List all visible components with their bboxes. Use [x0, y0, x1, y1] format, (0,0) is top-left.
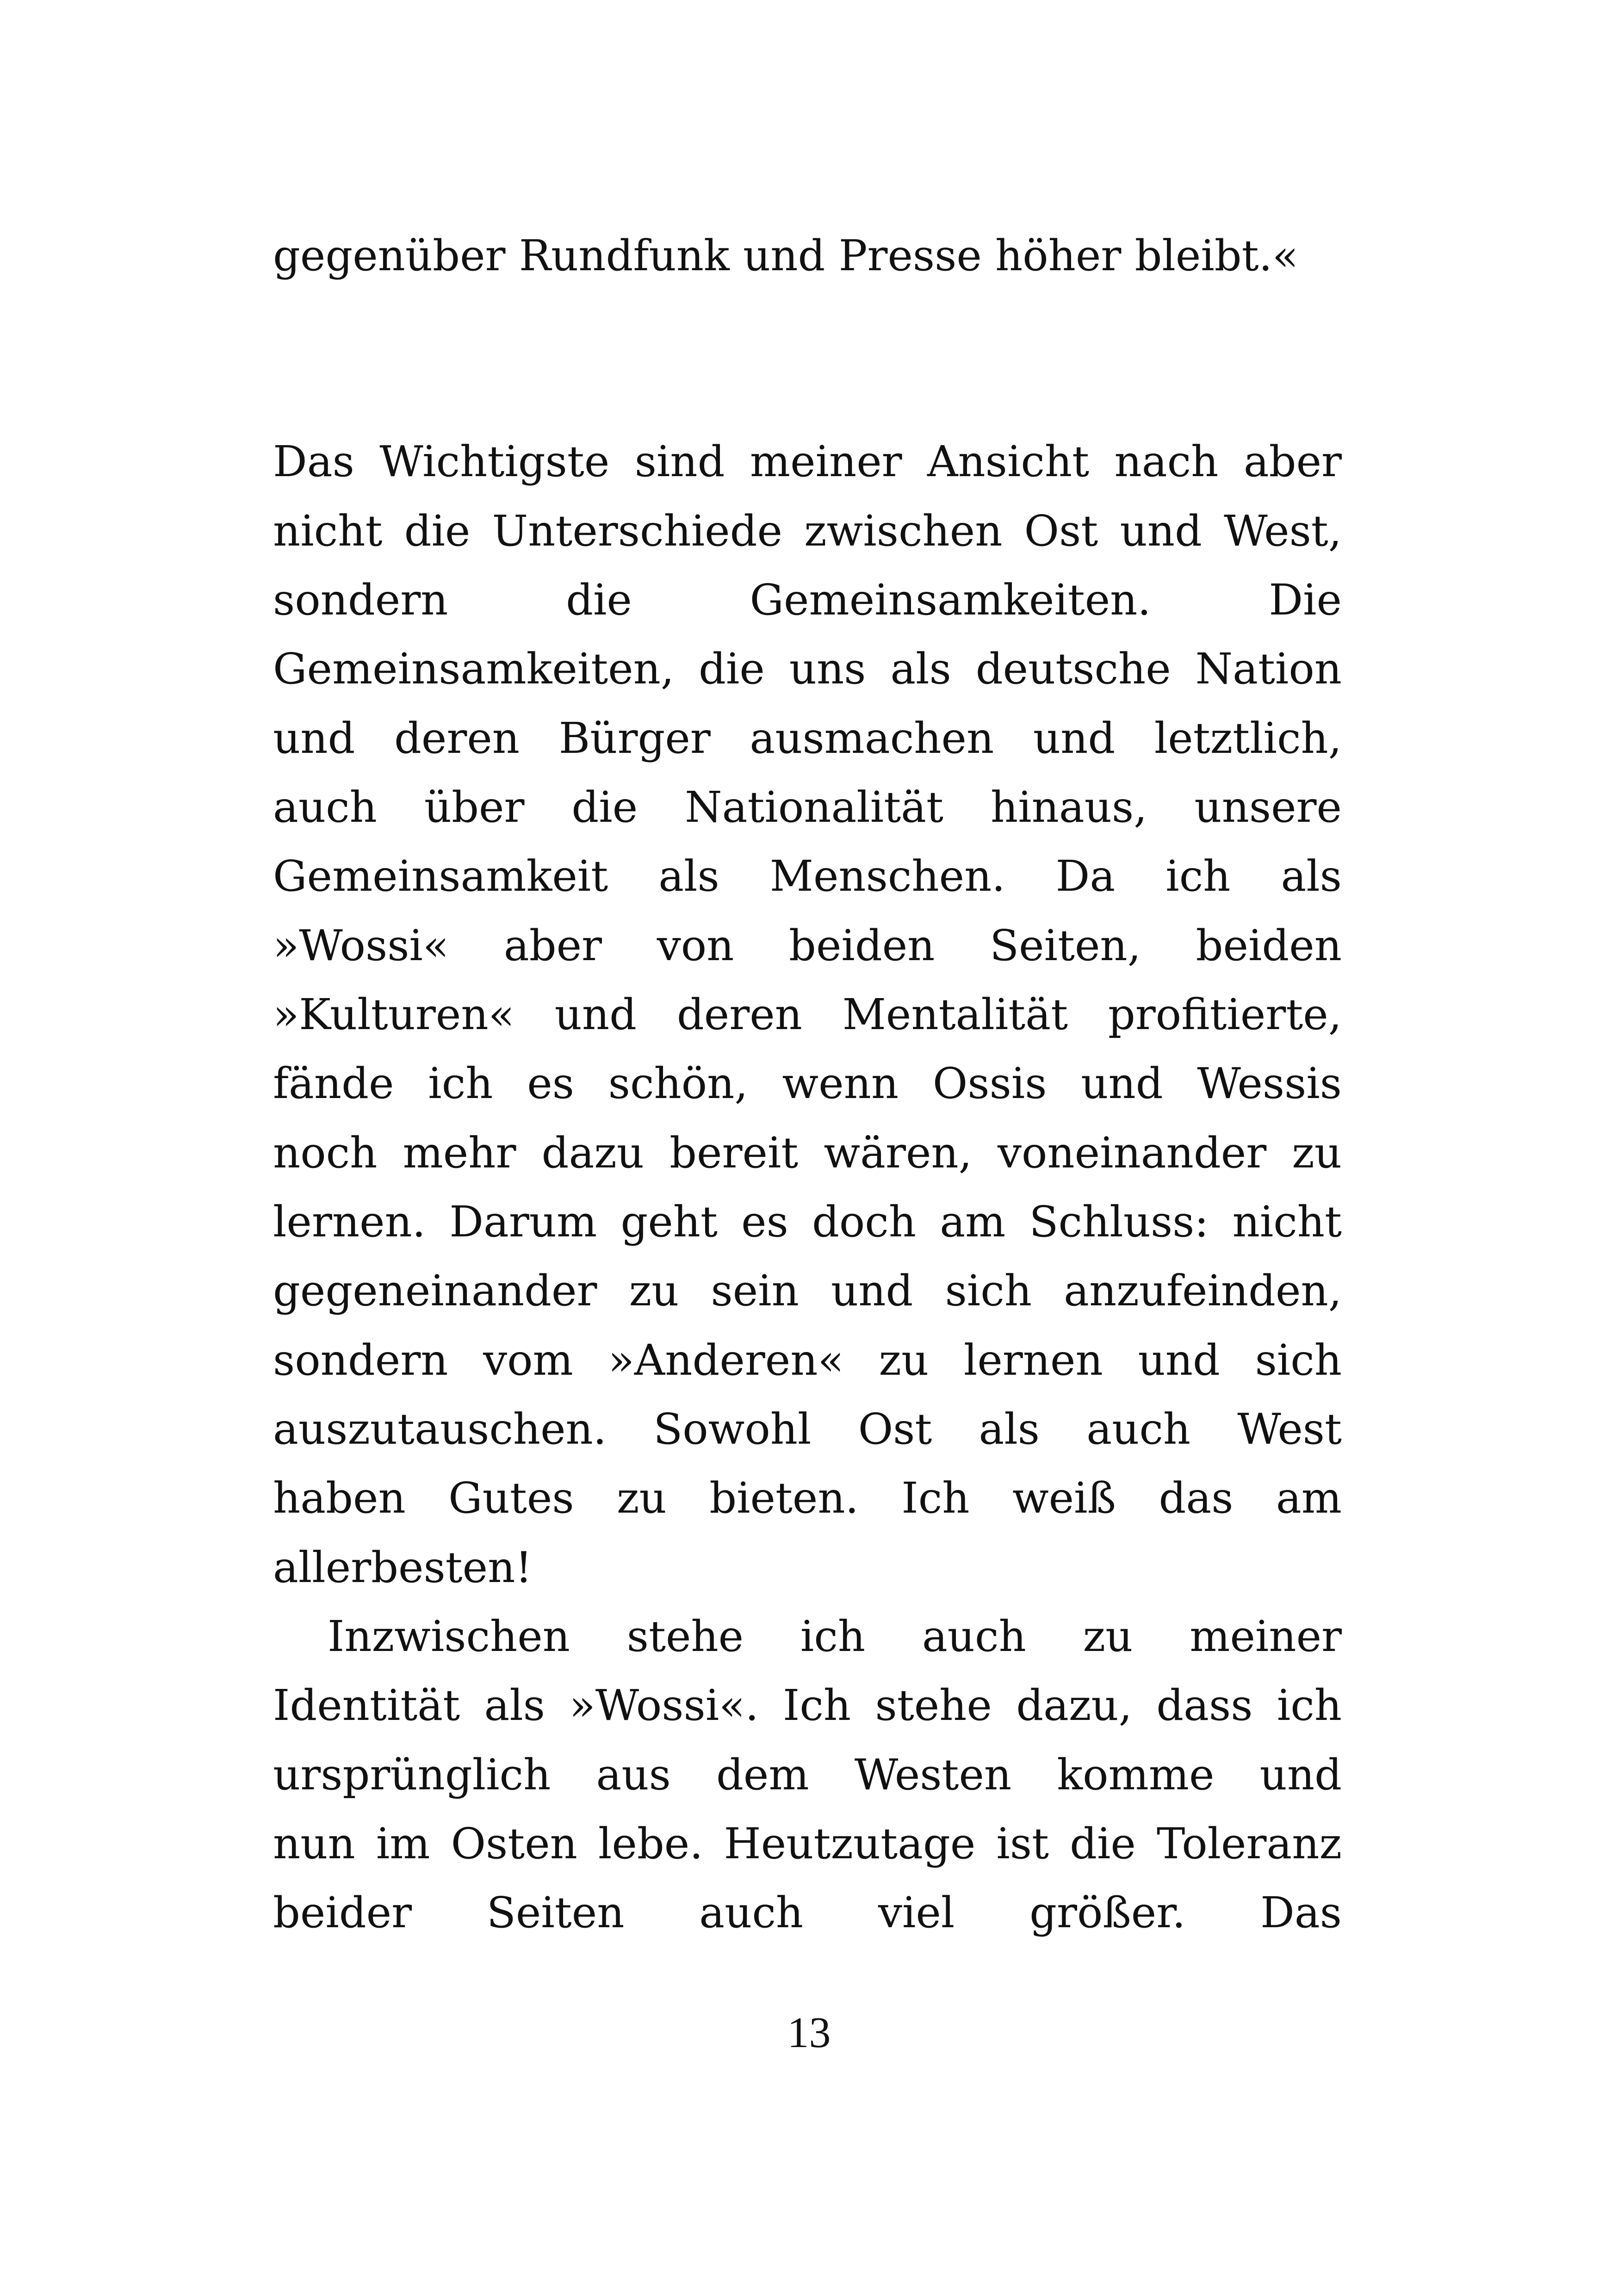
text-line: Das Wichtigste sind meiner Ansicht nach aber: [273, 437, 1342, 486]
text-line: noch mehr dazu bereit wären, voneinander zu: [273, 1128, 1342, 1178]
text-line: Gemeinsamkeiten, die uns als deutsche Nation: [273, 644, 1342, 694]
text-line: »Wossi« aber von beiden Seiten, beiden: [273, 921, 1342, 970]
text-line: Gemeinsamkeit als Menschen. Da ich als: [273, 851, 1342, 901]
text-line: allerbesten!: [273, 1543, 533, 1592]
page-number: 13: [787, 2009, 831, 2057]
text-line: lernen. Darum geht es doch am Schluss: nicht: [273, 1197, 1342, 1247]
text-line: nicht die Unterschiede zwischen Ost und West,: [273, 506, 1342, 556]
text-line: und deren Bürger ausmachen und letztlich,: [273, 714, 1342, 763]
text-line: nun im Osten lebe. Heutzutage ist die Toleranz: [273, 1819, 1342, 1868]
text-line: auch über die Nationalität hinaus, unsere: [273, 782, 1342, 832]
text-line: »Kulturen« und deren Mentalität profitierte,: [273, 990, 1342, 1039]
text-line: gegeneinander zu sein und sich anzufeinden,: [273, 1266, 1342, 1316]
text-line: ursprünglich aus dem Westen komme und: [273, 1750, 1342, 1800]
text-line: sondern die Gemeinsamkeiten. Die: [273, 575, 1342, 625]
text-line: haben Gutes zu bieten. Ich weiß das am: [273, 1473, 1342, 1523]
text-line: sondern vom »Anderen« zu lernen und sich: [273, 1335, 1342, 1385]
text-line: Inzwischen stehe ich auch zu meiner: [328, 1612, 1342, 1661]
text-line: beider Seiten auch viel größer. Das: [273, 1888, 1342, 1937]
text-line: fände ich es schön, wenn Ossis und Wessis: [273, 1059, 1342, 1108]
text-line: auszutauschen. Sowohl Ost als auch West: [273, 1404, 1342, 1454]
text-line: Identität als »Wossi«. Ich stehe dazu, dass ich: [273, 1681, 1342, 1730]
text-line: gegenüber Rundfunk und Presse höher bleibt.«: [273, 231, 1299, 280]
